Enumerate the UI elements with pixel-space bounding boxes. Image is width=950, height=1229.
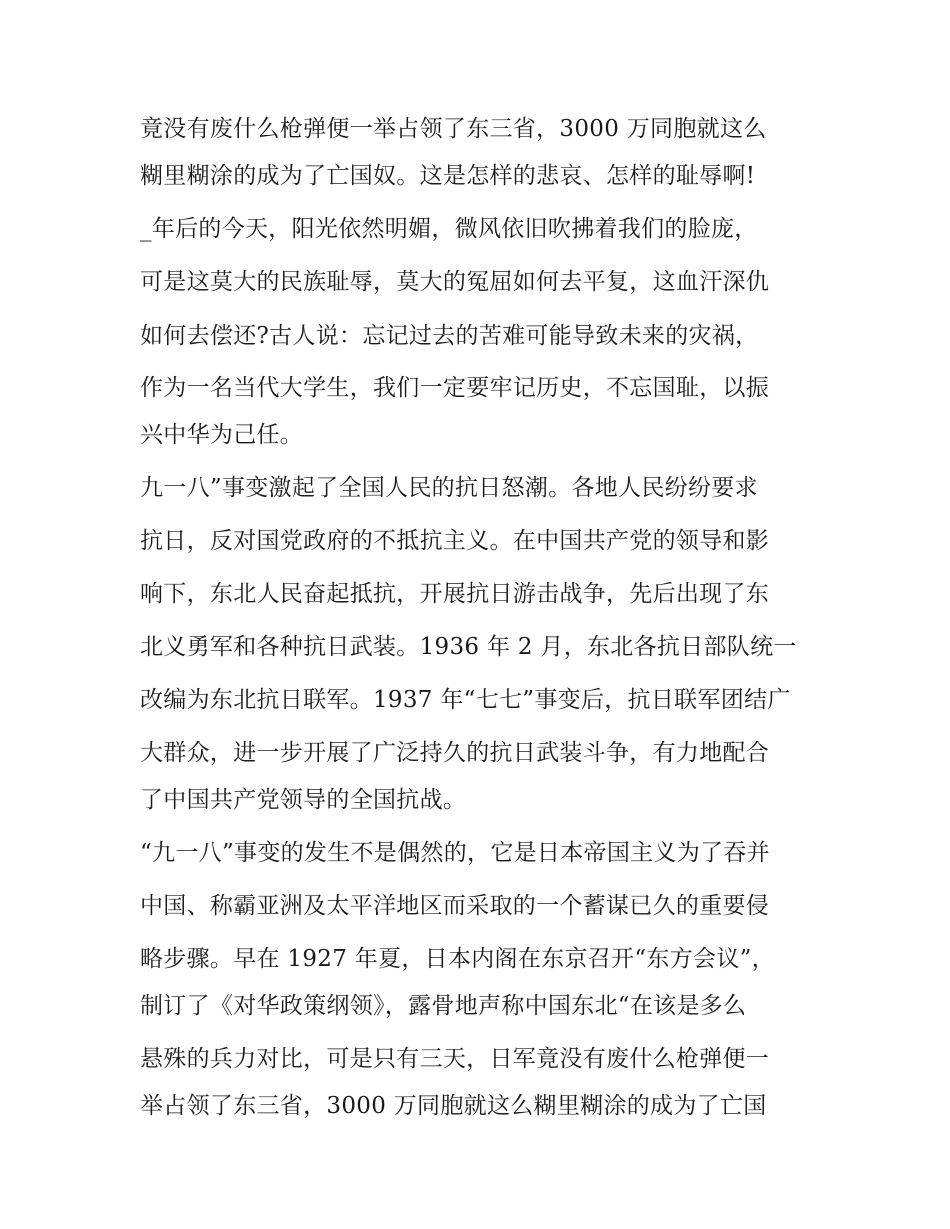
- text-line: _年后的今天，阳光依然明媚，微风依旧吹拂着我们的脸庞，: [140, 216, 758, 242]
- text-line: 大群众，进一步开展了广泛持久的抗日武装斗争，有力地配合: [140, 740, 770, 766]
- text-line: 作为一名当代大学生，我们一定要牢记历史，不忘国耻，以振: [140, 375, 770, 401]
- text-line: 抗日，反对国党政府的不抵抗主义。在中国共产党的领导和影: [140, 528, 770, 554]
- text-line: 响下，东北人民奋起抵抗，开展抗日游击战争，先后出现了东: [140, 581, 770, 607]
- text-line: 北义勇军和各种抗日武装。1936 年 2 月，东北各抗日部队统一: [140, 634, 797, 660]
- text-line: 改编为东北抗日联军。1937 年“七七”事变后，抗日联军团结广: [140, 687, 791, 713]
- text-line: 如何去偿还?古人说：忘记过去的苦难可能导致未来的灾祸，: [140, 323, 759, 349]
- text-line: 制订了《对华政策纲领》，露骨地声称中国东北“在该是多么: [140, 993, 747, 1019]
- text-line: 悬殊的兵力对比，可是只有三天，日军竟没有废什么枪弹便一: [140, 1046, 770, 1072]
- text-line: 可是这莫大的民族耻辱，莫大的冤屈如何去平复，这血汗深仇: [140, 269, 770, 295]
- text-line: 举占领了东三省，3000 万同胞就这么糊里糊涂的成为了亡国: [140, 1093, 767, 1119]
- text-line: 了中国共产党领导的全国抗战。: [140, 787, 467, 813]
- text-line: “九一八”事变的发生不是偶然的，它是日本帝国主义为了吞并: [140, 840, 770, 866]
- text-line: 中国、称霸亚洲及太平洋地区而采取的一个蓄谋已久的重要侵: [140, 893, 770, 919]
- text-line: 竟没有废什么枪弹便一举占领了东三省，3000 万同胞就这么: [140, 116, 767, 142]
- text-line: 九一八”事变激起了全国人民的抗日怒潮。各地人民纷纷要求: [140, 475, 758, 501]
- text-line: 糊里糊涂的成为了亡国奴。这是怎样的悲哀、怎样的耻辱啊!: [140, 163, 756, 189]
- text-line: 兴中华为己任。: [140, 422, 304, 448]
- text-line: 略步骤。早在 1927 年夏，日本内阁在东京召开“东方会议”，: [140, 946, 775, 972]
